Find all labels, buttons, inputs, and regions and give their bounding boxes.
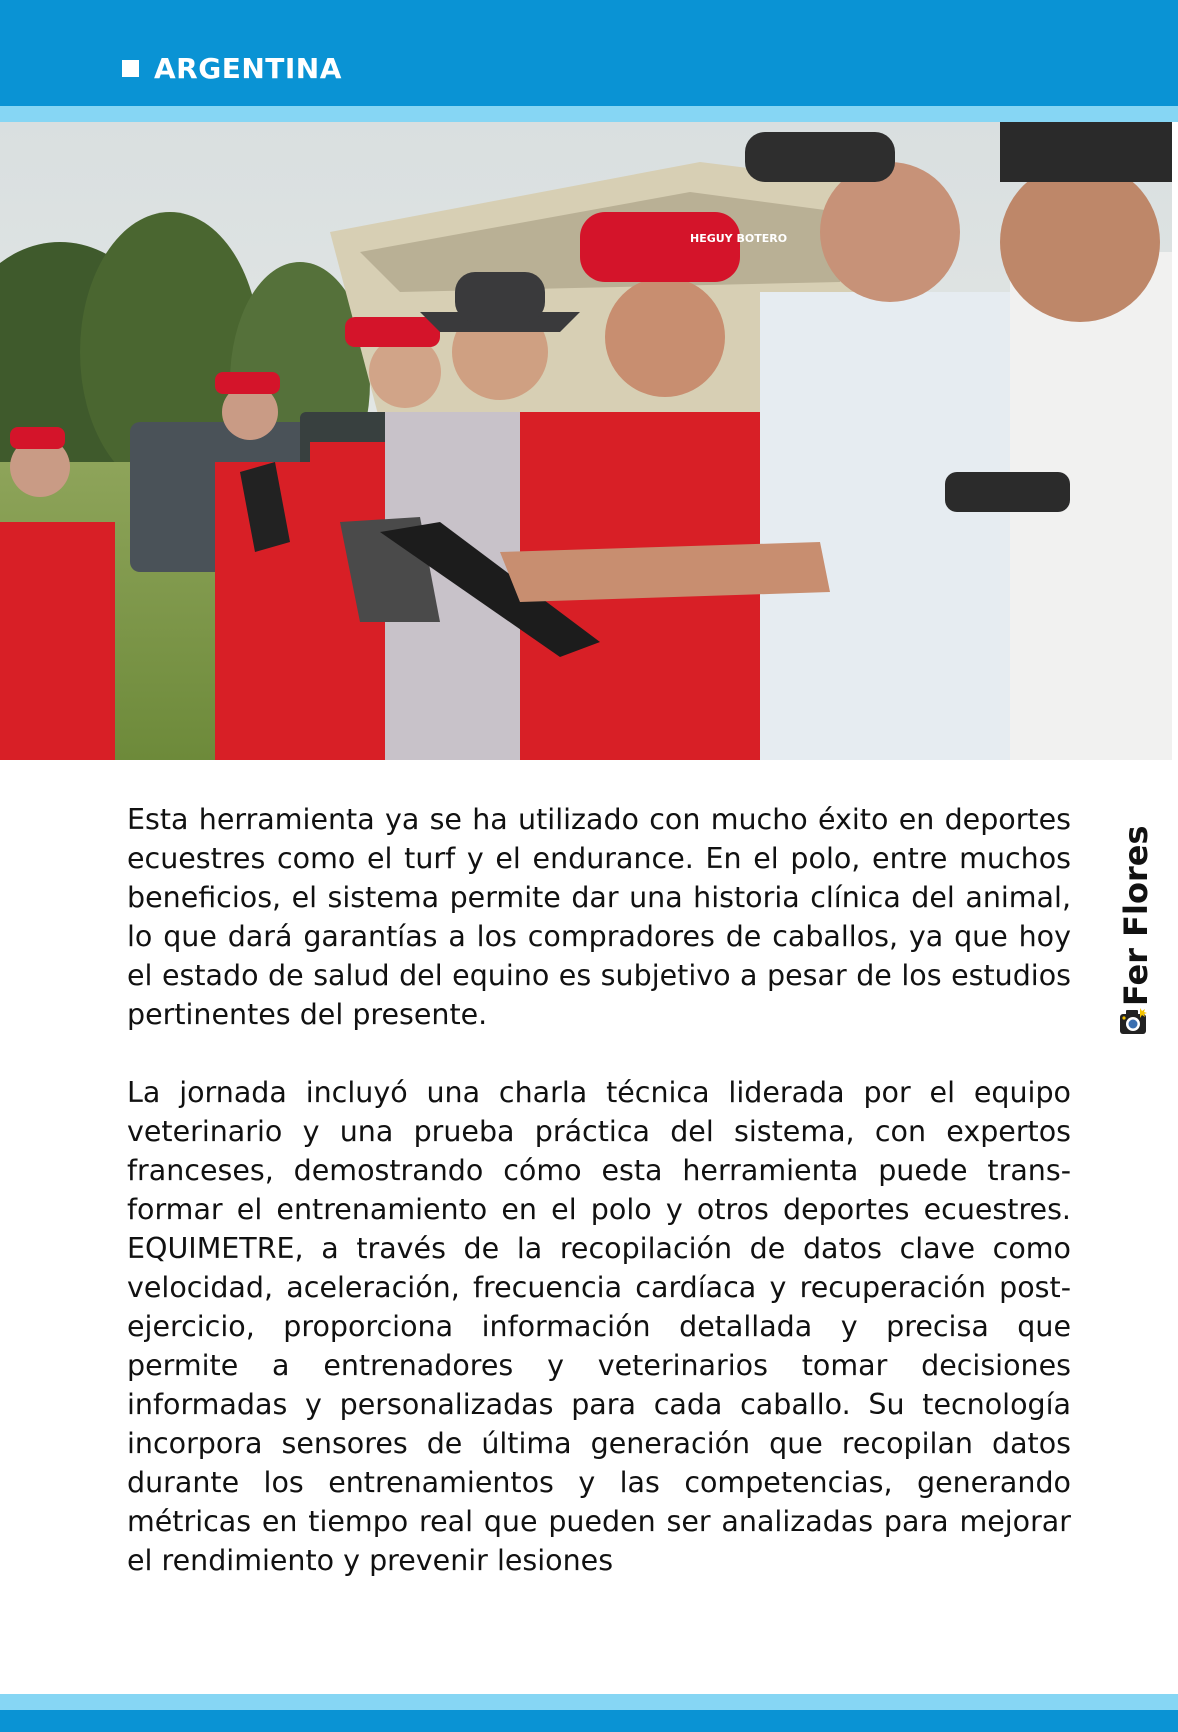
cap-text: HEGUY BOTERO (690, 232, 788, 245)
section-label (122, 52, 342, 85)
camera-icon (1116, 1004, 1150, 1038)
article-paragraph-1: Esta herramienta ya se ha utilizado con mucho éxito en deportes ecuestres como el turf y el endurance. En el polo, entre muchos beneficios, el sistema permite dar una historia clínica del animal, lo que dará garantías a los compradores de caballos, ya que hoy el estado de salud del equino es subjetivo a pesar de los estudios pertinentes del presente. (127, 803, 1071, 1031)
square-bullet-icon (122, 60, 139, 77)
article-paragraph-2: La jornada incluyó una charla técnica liderada por el equipo veterinario y una prueba práctica del sistema, con expertos franceses, demostrando cómo esta herramienta puede transformar el entrenamiento en el polo y otros deportes ecuestres. EQUIMETRE, a través de la recopilación de datos clave como velocidad, aceleración, frecuencia cardíaca y recuperación post-ejercicio, proporciona información detallada y precisa que permite a entrenadores y veterinarios tomar decisiones informadas y personalizadas para cada caballo. Su tecnología incorpora sensores de última generación que recopilan datos durante los entrenamientos y las competencias, generando métricas en tiempo real que pueden ser analizadas para mejorar el rendimiento y prevenir lesiones (127, 1076, 1071, 1577)
footer-bar (0, 1710, 1178, 1732)
header-stripe (0, 106, 1178, 122)
photo-credit (1112, 806, 1156, 1038)
article-photo (0, 122, 1172, 760)
footer-stripe (0, 1694, 1178, 1710)
article-body (127, 800, 1071, 1580)
photo-credit-name: Fer Flores (1117, 825, 1155, 1006)
section-title: ARGENTINA (154, 52, 342, 85)
